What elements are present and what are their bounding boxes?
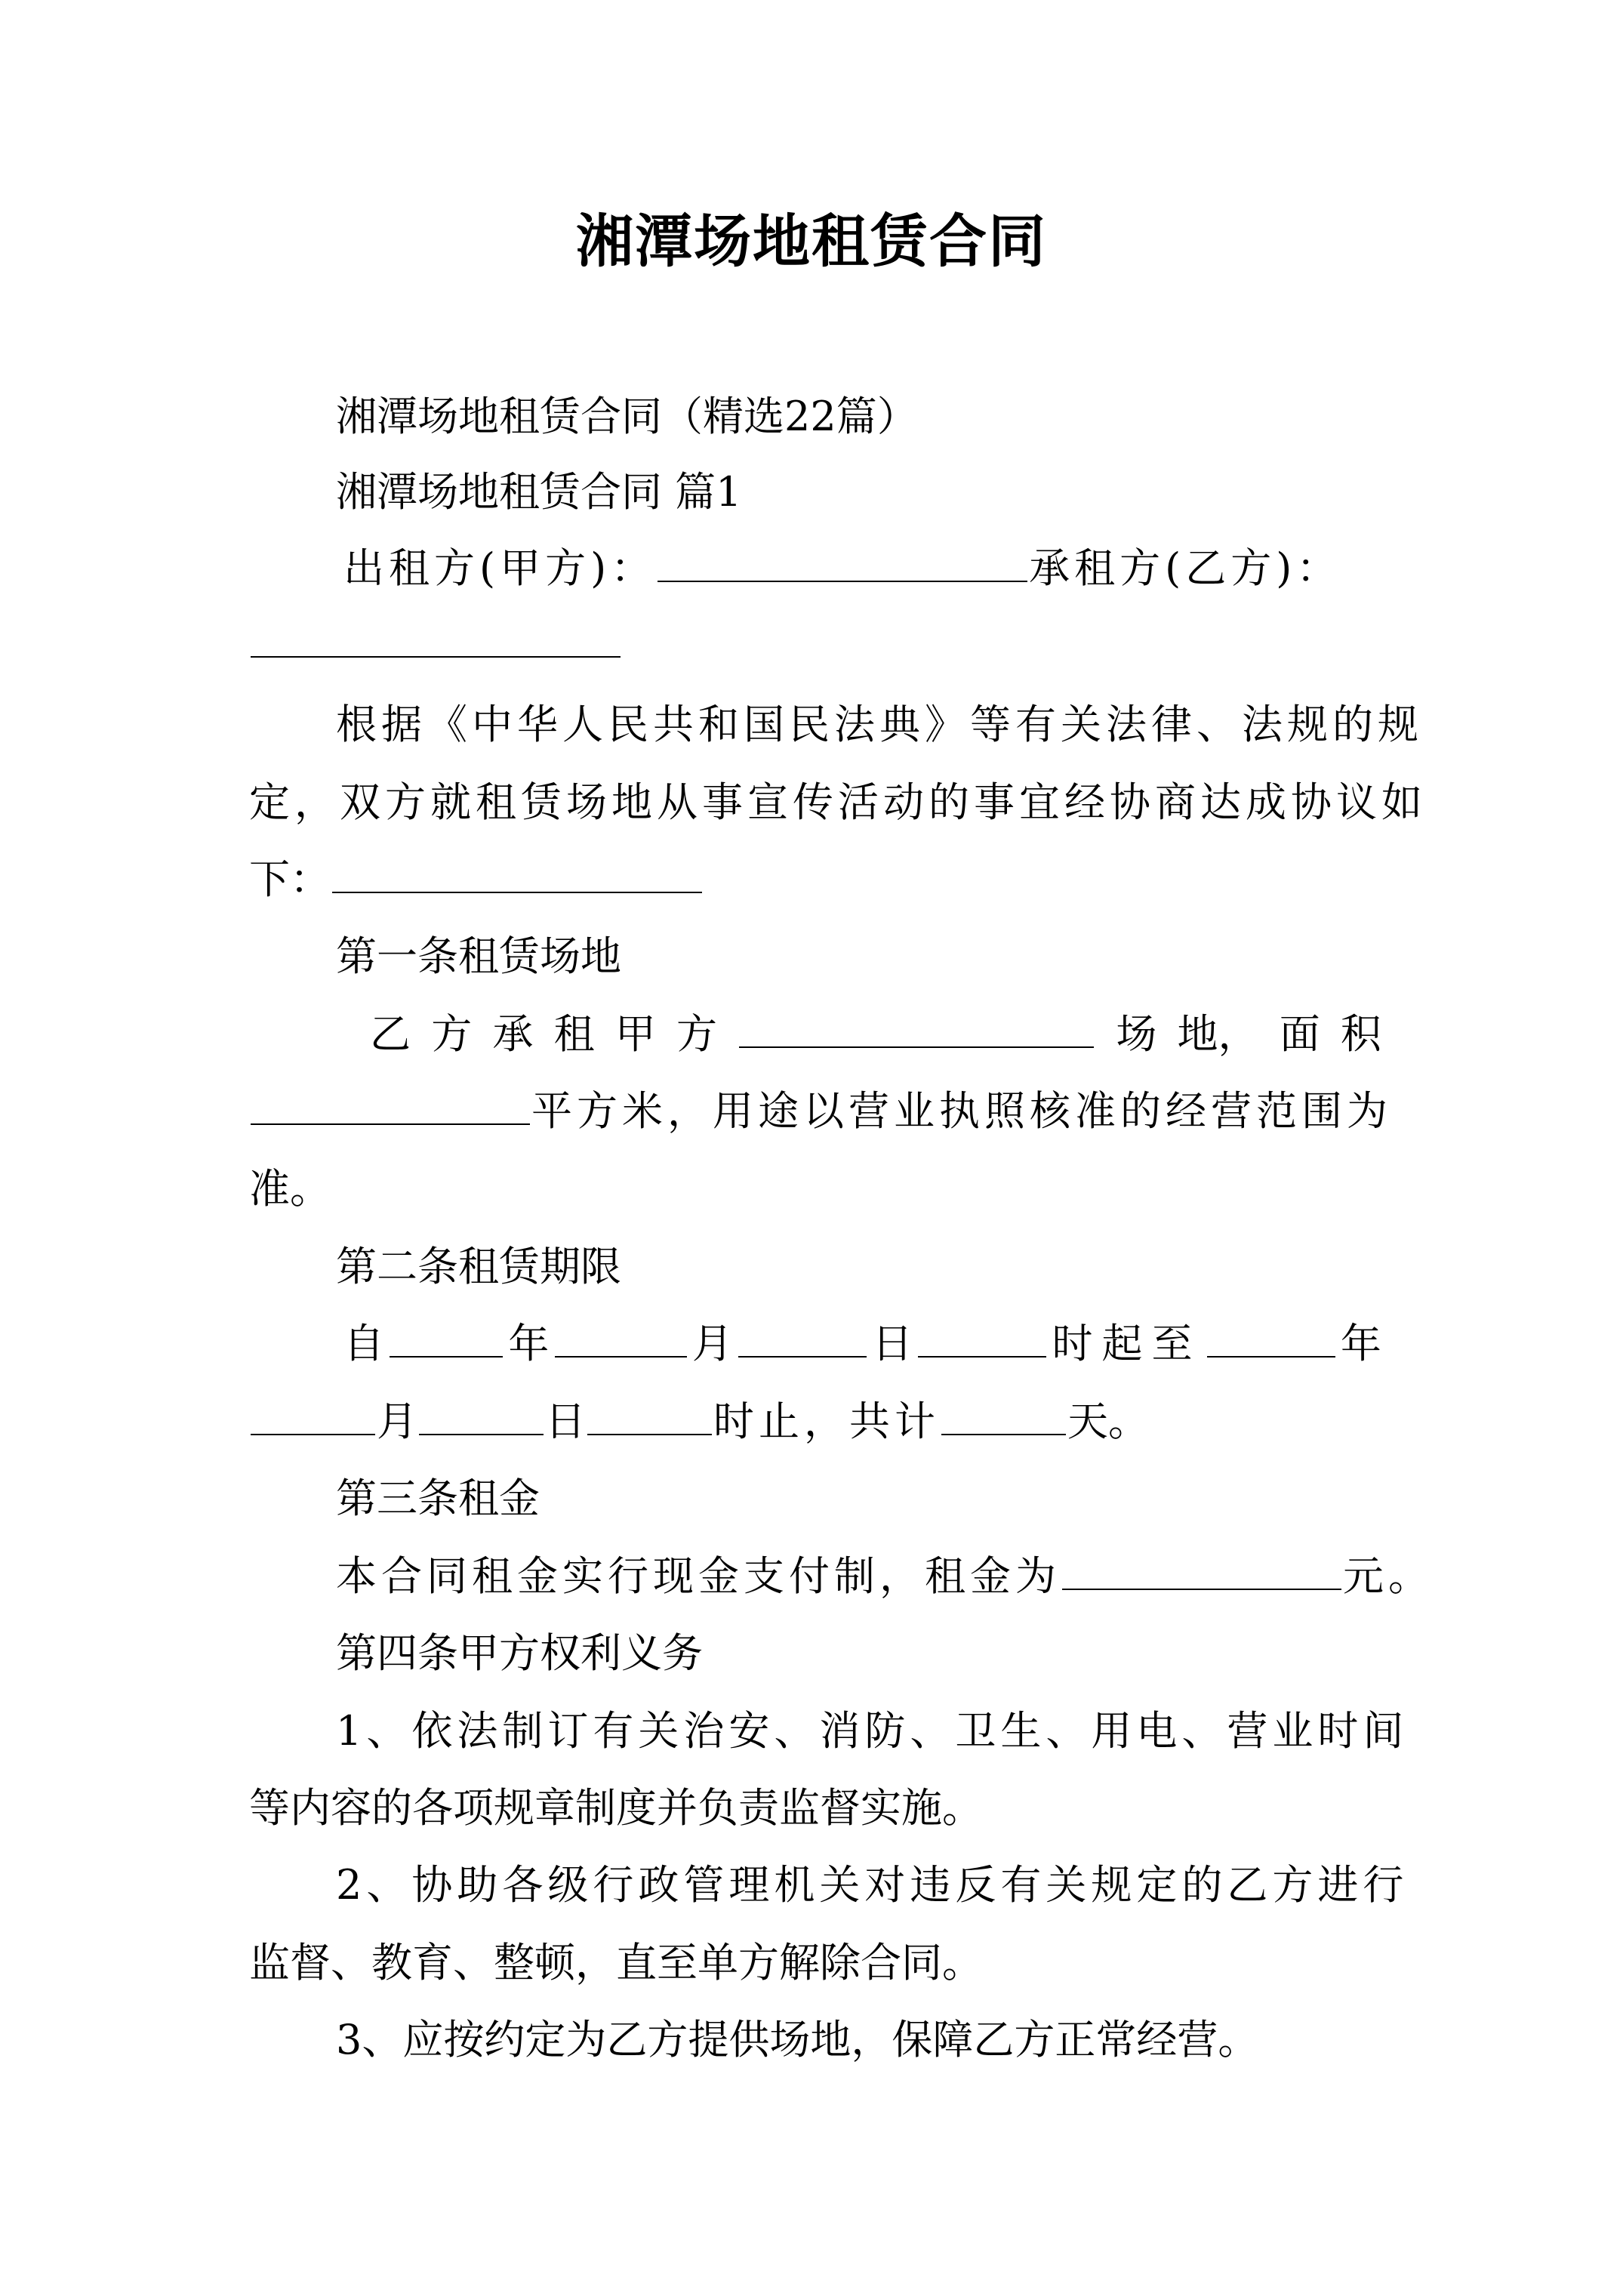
article1-char-1: 乙 xyxy=(370,1010,411,1058)
article1-char-2: 方 xyxy=(431,1010,473,1058)
start-hour-blank xyxy=(918,1318,1046,1358)
article1-char-8: 地， xyxy=(1177,1010,1259,1058)
lessee-label: 承租方(乙方)： xyxy=(1029,544,1342,592)
article2-day-2: 日 xyxy=(545,1398,586,1445)
lessee-blank-line xyxy=(249,618,622,670)
article2-from: 自 xyxy=(343,1320,384,1367)
article1-line-1 xyxy=(370,1008,1381,1061)
article1-line-2 xyxy=(249,1085,1392,1138)
article2-year-2: 年 xyxy=(1340,1320,1381,1367)
article1-char-10: 积 xyxy=(1340,1010,1381,1058)
article1-line-2-text: 平方米，用途以营业执照核准的经营范围为 xyxy=(531,1087,1392,1135)
article1-char-7: 场 xyxy=(1116,1010,1157,1058)
end-day-blank xyxy=(419,1396,544,1435)
preamble-line-1: 根据《中华人民共和国民法典》等有关法律、法规的规 xyxy=(336,701,1423,748)
section-heading: 湘潭场地租赁合同 篇1 xyxy=(336,468,742,516)
article2-month-2: 月 xyxy=(377,1398,417,1445)
article2-year-1: 年 xyxy=(508,1320,550,1367)
document-title: 湘潭场地租赁合同 xyxy=(576,208,1047,275)
article1-heading: 第一条租赁场地 xyxy=(336,932,621,980)
article2-line-2 xyxy=(249,1395,1149,1448)
article1-char-4: 租 xyxy=(553,1010,595,1058)
article2-hour-from: 时起至 xyxy=(1052,1320,1202,1367)
article1-char-9: 面 xyxy=(1279,1010,1320,1058)
end-month-blank xyxy=(251,1396,375,1435)
parties-line xyxy=(343,542,1341,595)
preamble-line-3 xyxy=(249,853,704,906)
article1-site-blank xyxy=(739,1009,1094,1048)
article4-heading: 第四条甲方权利义务 xyxy=(336,1629,703,1677)
article1-char-6: 方 xyxy=(676,1010,717,1058)
lessor-label: 出租方(甲方)： xyxy=(343,544,657,592)
article2-days: 天。 xyxy=(1067,1398,1149,1445)
end-year-blank xyxy=(1207,1318,1335,1358)
article4-item2-line-2: 监督、教育、整顿，直至单方解除合同。 xyxy=(249,1939,983,1986)
article2-day-1: 日 xyxy=(872,1320,913,1367)
article4-item2-line-1: 2、协助各级行政管理机关对违反有关规定的乙方进行 xyxy=(336,1861,1409,1909)
article3-line xyxy=(336,1550,1434,1603)
lessor-blank xyxy=(658,543,1027,582)
article2-hour-to: 时止，共计 xyxy=(713,1398,940,1445)
article2-month-1: 月 xyxy=(691,1320,733,1367)
article4-item1-line-2: 等内容的各项规章制度并负责监督实施。 xyxy=(249,1784,983,1832)
article3-heading: 第三条租金 xyxy=(336,1475,540,1522)
article3-text: 本合同租金实行现金支付制，租金为 xyxy=(336,1552,1061,1600)
article3-unit: 元。 xyxy=(1343,1552,1434,1600)
start-day-blank xyxy=(738,1318,867,1358)
lessee-blank xyxy=(251,618,621,658)
article2-heading: 第二条租赁期限 xyxy=(336,1243,621,1290)
preamble-line-2: 定，双方就租赁场地从事宣传活动的事宜经协商达成协议如 xyxy=(249,778,1427,826)
preamble-blank xyxy=(332,854,702,893)
end-hour-blank xyxy=(587,1396,712,1435)
article1-line-3: 准。 xyxy=(249,1165,331,1213)
total-days-blank xyxy=(941,1396,1066,1435)
article4-item1-line-1: 1、依法制订有关治安、消防、卫生、用电、营业时间 xyxy=(336,1707,1409,1755)
article2-line-1 xyxy=(343,1318,1381,1370)
preamble-line-3-text: 下： xyxy=(249,855,331,903)
article4-item3: 3、应按约定为乙方提供场地，保障乙方正常经营。 xyxy=(336,2016,1259,2063)
start-year-blank xyxy=(390,1318,503,1358)
article1-char-5: 甲 xyxy=(614,1010,656,1058)
rent-amount-blank xyxy=(1062,1551,1341,1590)
article1-area-blank xyxy=(251,1086,530,1125)
article1-char-3: 承 xyxy=(492,1010,534,1058)
start-month-blank xyxy=(555,1318,687,1358)
document-subtitle: 湘潭场地租赁合同（精选22篇） xyxy=(336,393,918,440)
